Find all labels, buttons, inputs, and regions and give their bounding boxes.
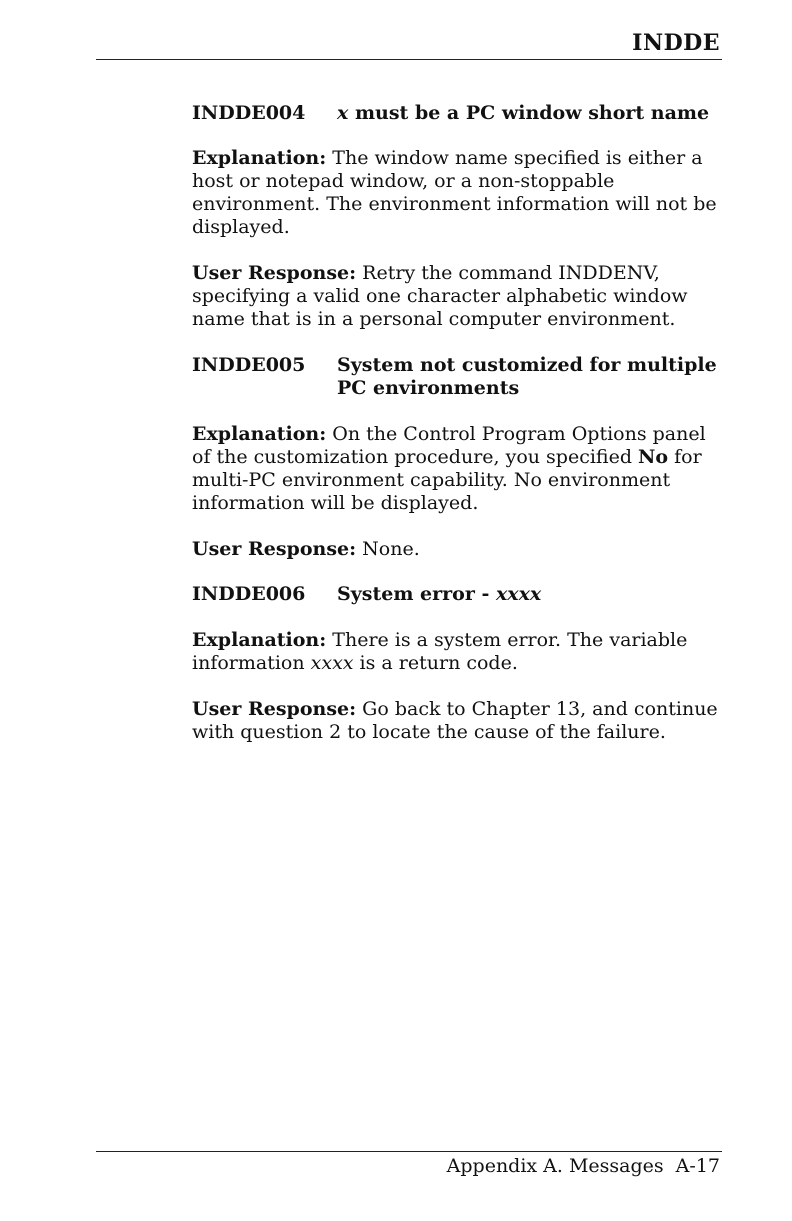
header-rule <box>96 59 722 60</box>
running-header: INDDE <box>632 30 720 56</box>
message-heading <box>192 583 722 606</box>
page-footer <box>447 1155 720 1177</box>
explanation-text: There is a system error. The variable information <box>192 629 688 674</box>
explanation-text-continued: for multi-PC environment capability. No environment information will be displayed. <box>192 446 702 514</box>
user-response-text: Retry the command INDDENV, specifying a valid one character alphabetic window name that is in a personal computer environment. <box>192 262 688 330</box>
explanation-paragraph <box>192 423 722 515</box>
message-title-text: must be a PC window short name <box>348 102 710 124</box>
explanation-paragraph <box>192 147 722 239</box>
user-response-text: Go back to Chapter 13, and continue with question 2 to locate the cause of the failure. <box>192 698 718 743</box>
page-number: A-17 <box>675 1155 720 1177</box>
user-response-paragraph <box>192 262 722 331</box>
user-response-paragraph <box>192 538 722 561</box>
user-response-label: User Response: <box>192 698 357 720</box>
explanation-label: Explanation: <box>192 629 327 651</box>
message-title: System not customized for multiple PC environments <box>337 354 717 399</box>
message-title-text: System error - <box>337 583 496 605</box>
explanation-bold-value: No <box>638 446 669 468</box>
message-title-variable: x <box>337 102 349 124</box>
message-list <box>192 102 722 744</box>
explanation-text-continued: is a return code. <box>353 652 518 674</box>
explanation-text: The window name specified is either a host or notepad window, or a non-stoppable environment. The environment information will not be displayed. <box>192 147 717 238</box>
explanation-label: Explanation: <box>192 423 327 445</box>
message-title <box>337 102 722 125</box>
user-response-paragraph <box>192 698 722 744</box>
message-id: INDDE006 <box>192 583 306 605</box>
explanation-label: Explanation: <box>192 147 327 169</box>
message-heading <box>192 354 722 400</box>
user-response-text: None. <box>356 538 420 560</box>
message-title-variable: xxxx <box>495 583 542 605</box>
footer-rule <box>96 1151 722 1152</box>
explanation-text: On the Control Program Options panel of the customization procedure, you specified <box>192 423 706 468</box>
message-id: INDDE005 <box>192 354 306 376</box>
message-title <box>337 583 722 606</box>
footer-section: Appendix A. Messages <box>446 1155 664 1177</box>
explanation-variable: xxxx <box>310 652 354 674</box>
explanation-paragraph <box>192 629 722 675</box>
user-response-label: User Response: <box>192 262 357 284</box>
user-response-label: User Response: <box>192 538 357 560</box>
message-heading <box>192 102 722 125</box>
message-id: INDDE004 <box>192 102 306 124</box>
